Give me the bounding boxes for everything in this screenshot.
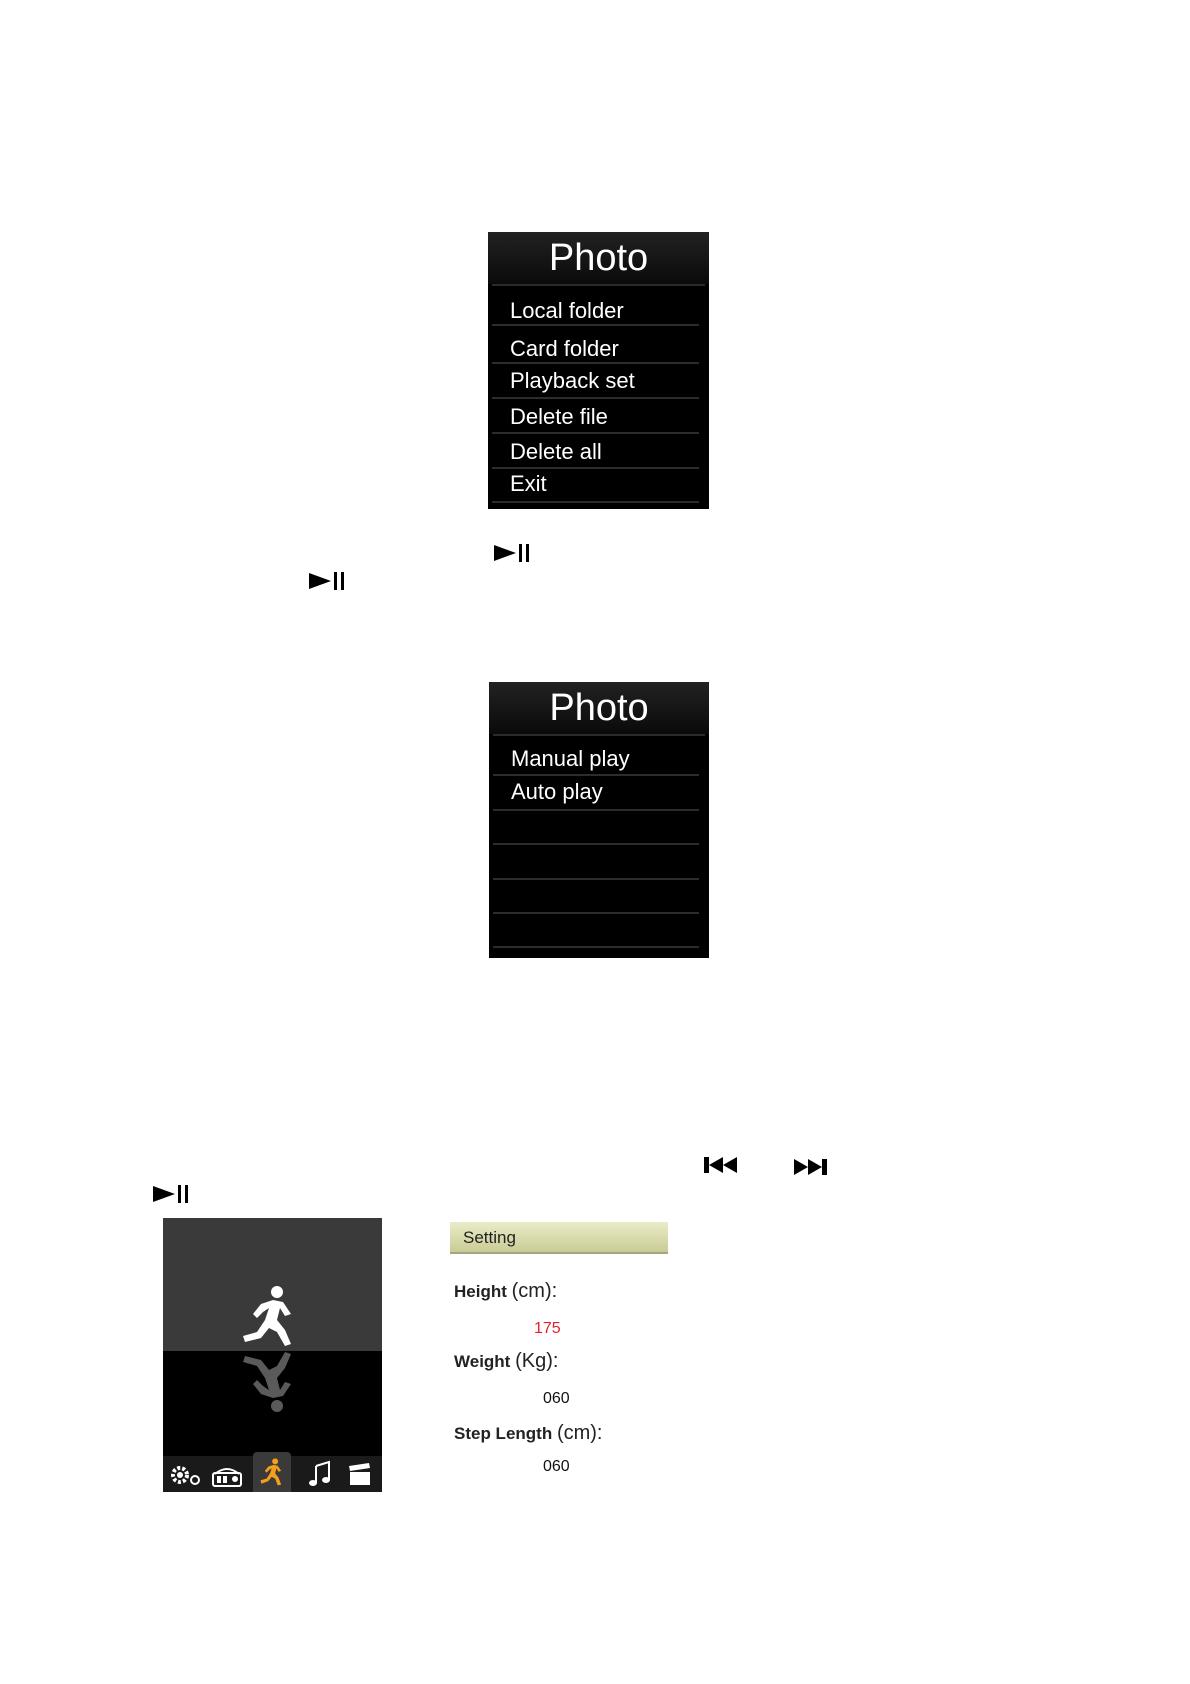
menu-title: Photo	[489, 682, 709, 734]
sport-runner-icon[interactable]	[259, 1458, 287, 1488]
music-icon[interactable]	[307, 1460, 333, 1488]
menu-item-empty	[493, 880, 699, 914]
menu-item-empty	[493, 845, 699, 880]
step-length-unit: (cm):	[556, 1422, 603, 1444]
photo-menu-screen	[488, 232, 709, 509]
menu-item-label: Auto play	[511, 779, 603, 804]
photo-playback-menu-screen	[489, 682, 709, 958]
menu-item-label: Card folder	[510, 336, 619, 361]
menu-item-manual-play[interactable]	[493, 742, 699, 776]
play-pause-icon	[494, 543, 532, 563]
skip-back-icon	[703, 1155, 739, 1175]
menu-item-exit[interactable]	[492, 470, 699, 503]
sport-mode-screen	[163, 1218, 382, 1492]
weight-value[interactable]: 060	[543, 1390, 570, 1407]
video-icon[interactable]	[347, 1462, 373, 1488]
weight-unit: (Kg):	[515, 1350, 559, 1372]
weight-label	[454, 1350, 558, 1373]
skip-forward-icon	[792, 1157, 828, 1177]
menu-item-label: Playback set	[510, 368, 635, 393]
menu-item-empty	[493, 811, 699, 845]
menu-item-label: Exit	[510, 471, 547, 496]
step-length-value[interactable]: 060	[543, 1458, 570, 1475]
menu-item-playback-set[interactable]	[492, 365, 699, 399]
menu-item-label: Manual play	[511, 746, 630, 771]
menu-item-empty	[493, 914, 699, 948]
menu-item-local-folder[interactable]	[492, 294, 699, 326]
menu-item-delete-file[interactable]	[492, 400, 699, 434]
step-length-label	[454, 1422, 603, 1445]
menu-title: Photo	[488, 232, 709, 284]
play-pause-icon	[153, 1184, 191, 1204]
settings-icon[interactable]	[169, 1462, 201, 1488]
play-pause-icon	[309, 571, 347, 591]
height-value[interactable]: 175	[534, 1320, 561, 1337]
menu-item-label: Delete all	[510, 439, 602, 464]
setting-header	[450, 1222, 668, 1254]
menu-item-delete-all[interactable]	[492, 435, 699, 469]
setting-title: Setting	[463, 1228, 516, 1247]
runner-reflection	[241, 1352, 303, 1414]
menu-item-auto-play[interactable]	[493, 776, 699, 811]
weight-label-text: Weight	[454, 1352, 511, 1371]
menu-item-label: Local folder	[510, 298, 624, 323]
height-label	[454, 1280, 557, 1303]
height-unit: (cm):	[511, 1280, 558, 1302]
runner-icon	[241, 1284, 303, 1354]
radio-icon[interactable]	[209, 1462, 245, 1488]
height-label-text: Height	[454, 1282, 507, 1301]
step-length-label-text: Step Length	[454, 1424, 553, 1443]
title-divider	[493, 734, 705, 736]
menu-item-card-folder[interactable]	[492, 332, 699, 364]
menu-item-label: Delete file	[510, 404, 608, 429]
title-divider	[492, 284, 705, 286]
